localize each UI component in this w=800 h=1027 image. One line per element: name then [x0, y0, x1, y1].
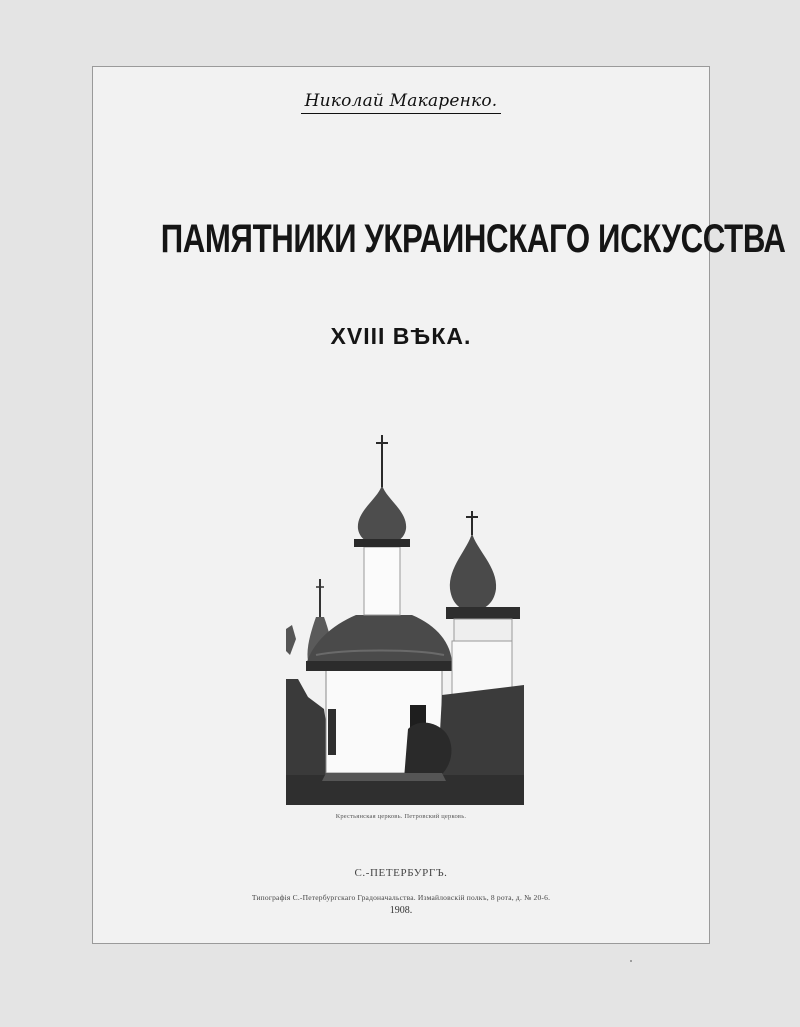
photo-caption: Крестьянская церковь. Петровский церковь.: [335, 813, 467, 820]
title-page: [92, 66, 786, 944]
paper-speck: [630, 960, 632, 962]
book-title: ПАМЯТНИКИ УКРАИНСКАГО ИСКУССТВА: [160, 217, 786, 261]
imprint-city: С.-ПЕТЕРБУРГЪ.: [354, 867, 448, 879]
author-name: Николай Макаренко.: [301, 91, 502, 114]
church-photograph: [286, 429, 524, 805]
imprint-year: 1908.: [389, 905, 413, 916]
book-subtitle: XVIII ВѢКА.: [330, 323, 472, 349]
imprint-printer: Типографія С.-Петербургскаго Градоначальства. Измайловскій полкъ, 8 рота, д. № 20-6.: [251, 893, 551, 902]
church-photograph-image: [286, 429, 524, 805]
author-line: [93, 91, 709, 114]
